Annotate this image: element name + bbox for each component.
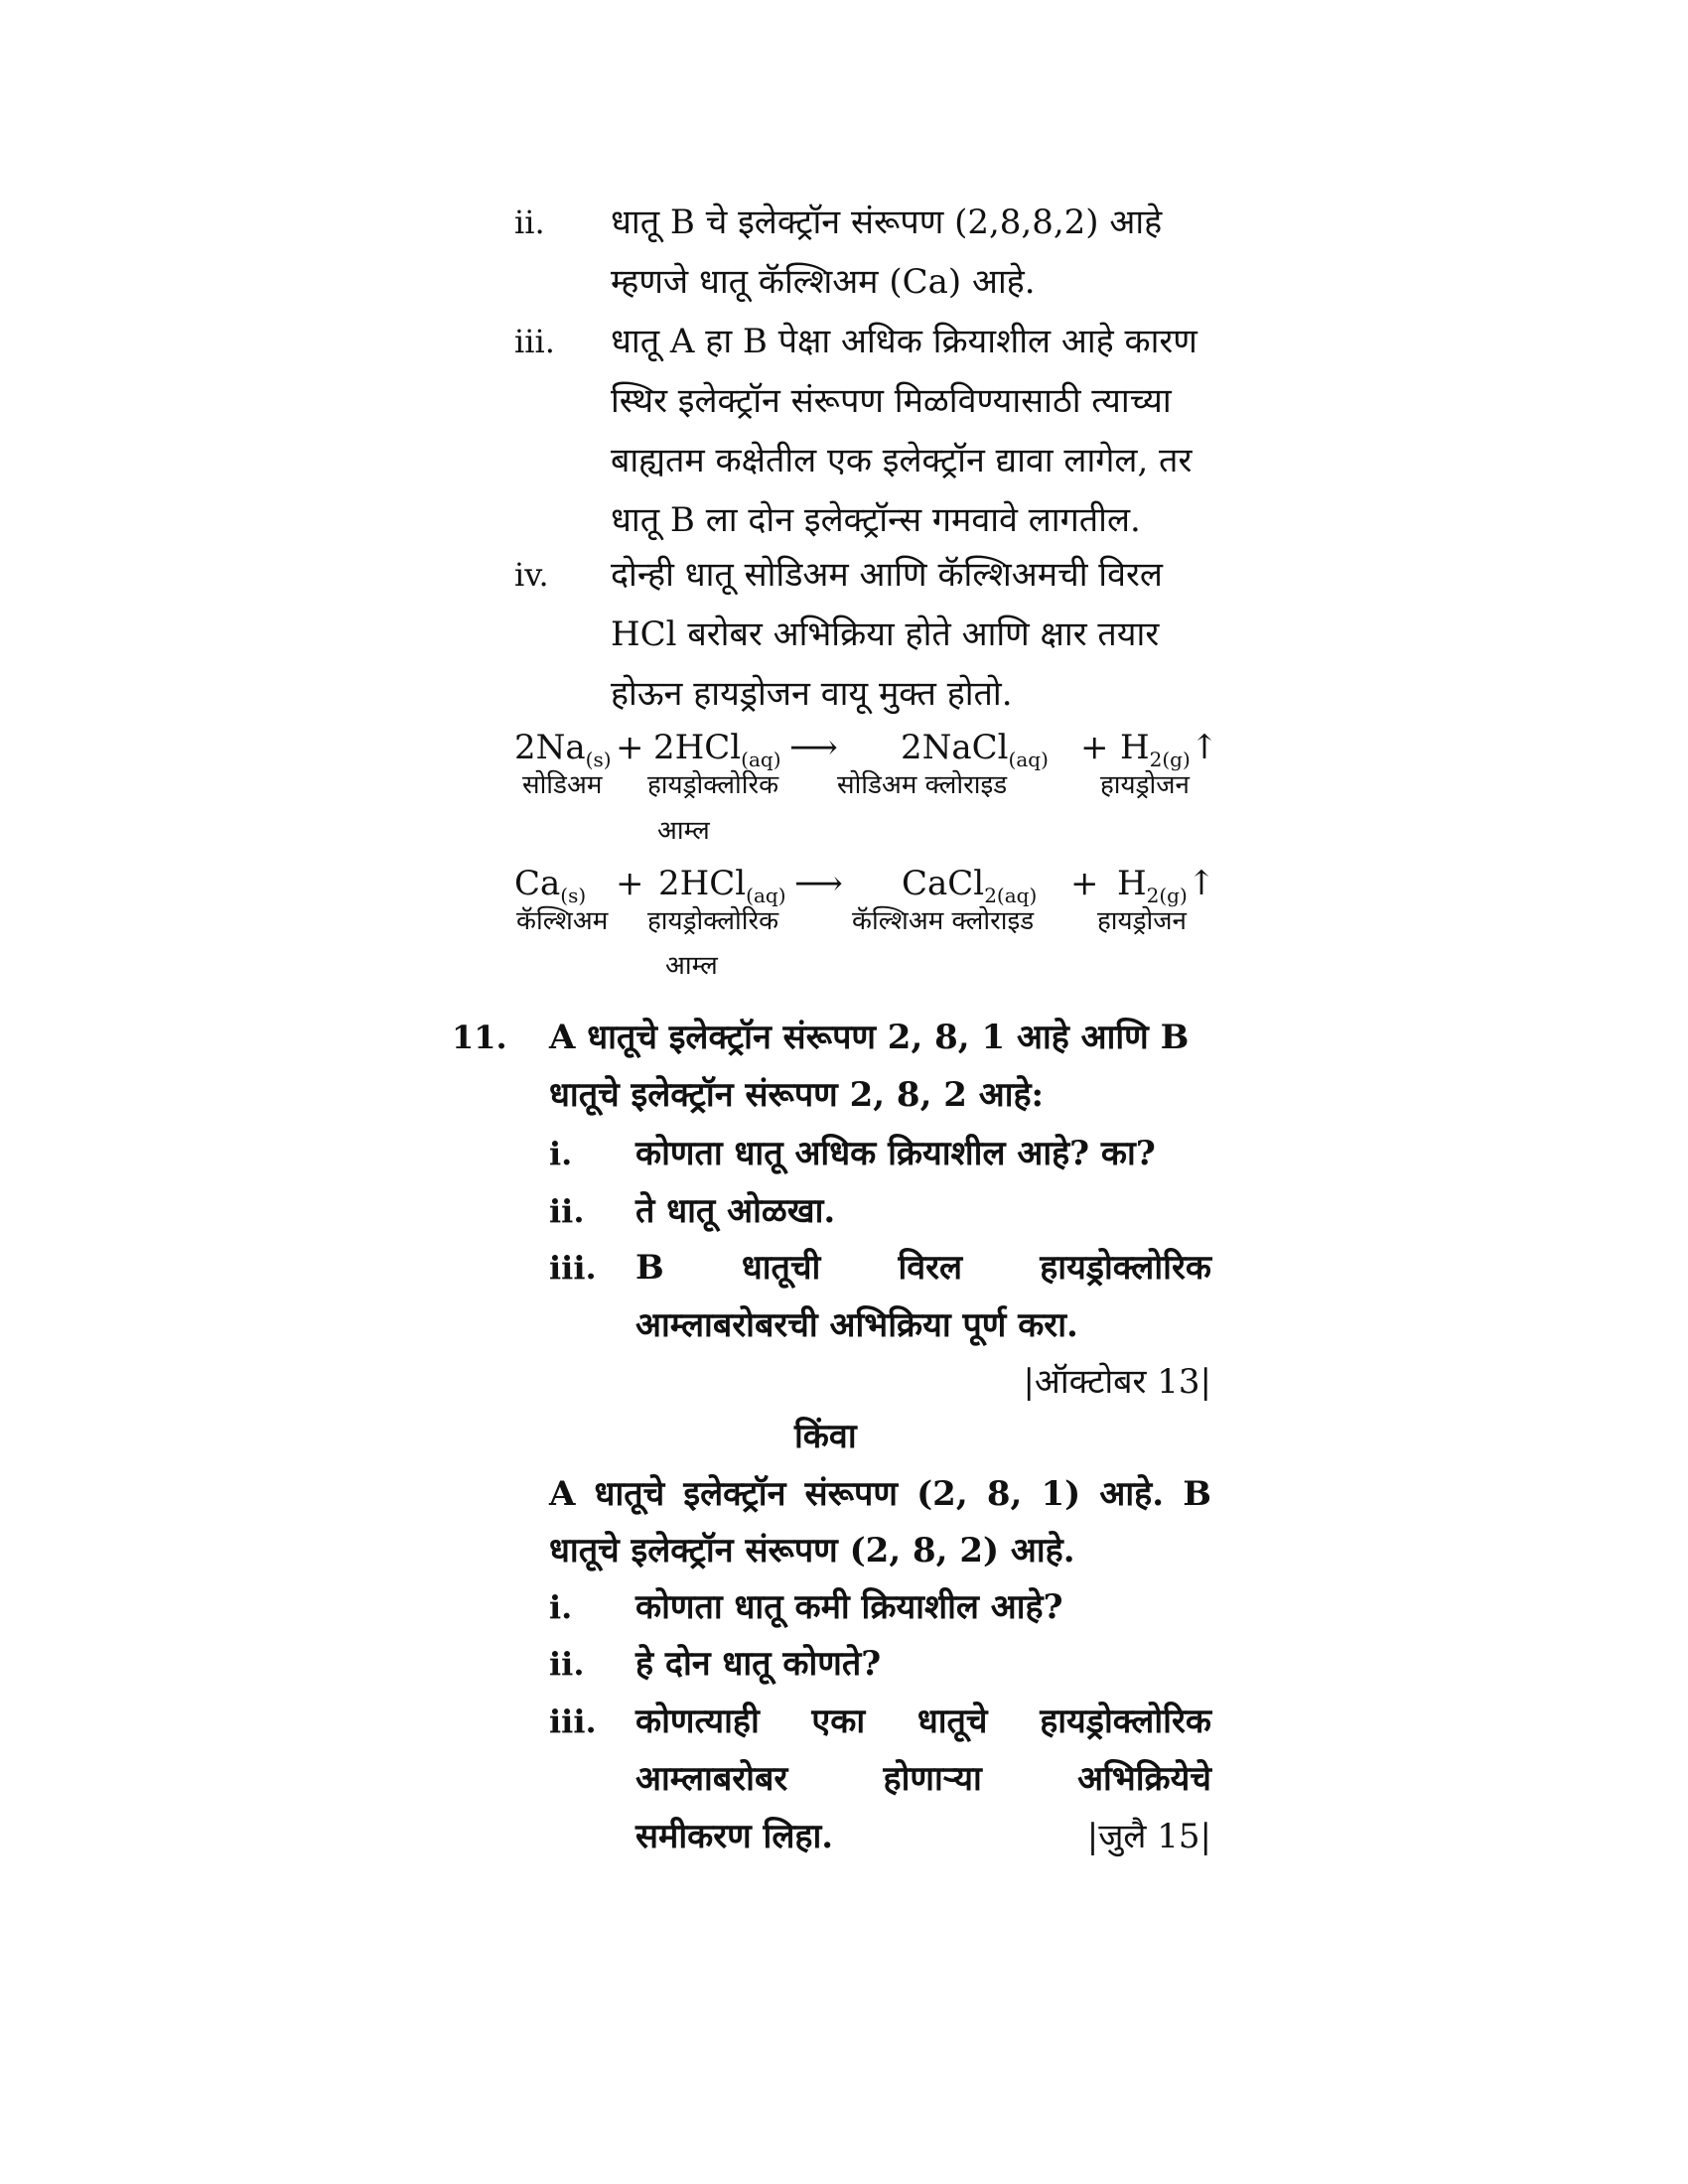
item-marker: iv. xyxy=(514,556,549,594)
eq-reactant2: 2HCl$_{(aq)}$ xyxy=(653,728,781,771)
eq-reactant1: $Ca_{(s)}$ xyxy=(514,864,587,907)
answer-line: बाह्यतम कक्षेतील एक इलेक्ट्रॉन द्यावा लागेल, तर xyxy=(611,441,1193,480)
sub-question: हे दोन धातू कोणते? xyxy=(635,1644,882,1684)
answer-text: धातू B चे इलेक्ट्रॉन संरूपण (2,8,8,2) आहे xyxy=(611,203,1163,242)
question-stem: धातूचे इलेक्ट्रॉन संरूपण 2, 8, 2 आहे: xyxy=(549,1075,1045,1115)
source-tag: |जुलै 15| xyxy=(1086,1817,1211,1856)
reaction-arrow-icon: ⟶ xyxy=(794,864,843,903)
sub-question: आम्लाबरोबरची अभिक्रिया पूर्ण करा. xyxy=(635,1305,1078,1345)
answer-line: धातू B ला दोन इलेक्ट्रॉन्स गमवावे लागतील. xyxy=(611,500,1141,540)
item-marker: iii. xyxy=(514,323,555,360)
eq-plus: + xyxy=(1080,728,1109,767)
reaction-arrow-icon: ⟶ xyxy=(789,728,838,767)
answer-line xyxy=(611,201,1211,244)
answer-line: HCl बरोबर अभिक्रिया होते आणि क्षार तयार xyxy=(611,614,1160,654)
answer-line: होऊन हायड्रोजन वायू मुक्त होतो. xyxy=(611,674,1013,714)
eq-product1: CaCl$_{2(aq)}$ xyxy=(902,864,1038,907)
eq-label: सोडिअम क्लोराइड xyxy=(837,770,1008,800)
gas-arrow-icon: ↑ xyxy=(1187,864,1216,903)
eq-label: हायड्रोक्लोरिक xyxy=(647,906,779,936)
alt-question-stem: A धातूचे इलेक्ट्रॉन संरूपण (2, 8, 1) आहे. B xyxy=(549,1474,1211,1514)
sub-question: कोणता धातू कमी क्रियाशील आहे? xyxy=(635,1587,1063,1627)
eq-product1: 2NaCl$_{(aq)}$ xyxy=(901,728,1049,771)
eq-label: हायड्रोजन xyxy=(1097,906,1187,936)
eq-plus: + xyxy=(616,864,644,903)
alt-question-stem: धातूचे इलेक्ट्रॉन संरूपण (2, 8, 2) आहे. xyxy=(549,1531,1075,1570)
or-label: किंवा xyxy=(794,1417,857,1456)
sub-marker: i. xyxy=(549,1135,573,1172)
sub-marker: iii. xyxy=(549,1703,597,1740)
eq-label: हायड्रोजन xyxy=(1100,770,1190,800)
sub-question: समीकरण लिहा. xyxy=(635,1817,834,1856)
question-number: 11. xyxy=(452,1019,507,1056)
eq-label: सोडिअम xyxy=(522,770,603,800)
eq-product2: $H_{2(g)}↑$ xyxy=(1117,864,1216,907)
eq-label: आम्ल xyxy=(657,816,710,846)
answer-line: स्थिर इलेक्ट्रॉन संरूपण मिळविण्यासाठी त्याच्या xyxy=(611,381,1172,421)
eq-plus: + xyxy=(616,728,644,767)
answer-line: दोन्ही धातू सोडिअम आणि कॅल्शिअमची विरल xyxy=(611,555,1163,595)
sub-marker: ii. xyxy=(549,1645,585,1683)
sub-marker: ii. xyxy=(549,1192,585,1230)
source-tag: |ऑक्टोबर 13| xyxy=(1023,1362,1211,1402)
eq-reactant2: 2HCl$_{(aq)}$ xyxy=(658,864,786,907)
answer-line: म्हणजे धातू कॅल्शिअम (Ca) आहे. xyxy=(611,262,1036,302)
eq-reactant1: $2Na_{(s)}$ xyxy=(514,728,612,771)
answer-line: धातू A हा B पेक्षा अधिक क्रियाशील आहे कारण xyxy=(611,322,1197,361)
sub-question: कोणत्याही एका धातूचे हायड्रोक्लोरिक xyxy=(635,1702,1211,1741)
eq-label: हायड्रोक्लोरिक xyxy=(647,770,779,800)
sub-marker: i. xyxy=(549,1588,573,1626)
item-marker: ii. xyxy=(514,204,545,241)
sub-marker: iii. xyxy=(549,1249,597,1287)
sub-question: कोणता धातू अधिक क्रियाशील आहे? का? xyxy=(635,1134,1156,1173)
gas-arrow-icon: ↑ xyxy=(1190,728,1219,767)
eq-label: कॅल्शिअम क्लोराइड xyxy=(852,906,1035,936)
eq-label: आम्ल xyxy=(665,951,718,981)
eq-label: कॅल्शिअम xyxy=(516,906,609,936)
eq-product2: $H_{2(g)}↑$ xyxy=(1120,728,1219,771)
sub-question: ते धातू ओळखा. xyxy=(635,1191,836,1231)
sub-question: आम्लाबरोबर होणाऱ्या अभिक्रियेचे xyxy=(635,1759,1211,1799)
sub-question: B धातूची विरल हायड्रोक्लोरिक xyxy=(635,1248,1211,1288)
question-stem: A धातूचे इलेक्ट्रॉन संरूपण 2, 8, 1 आहे आणि B xyxy=(549,1018,1190,1057)
eq-plus: + xyxy=(1070,864,1099,903)
